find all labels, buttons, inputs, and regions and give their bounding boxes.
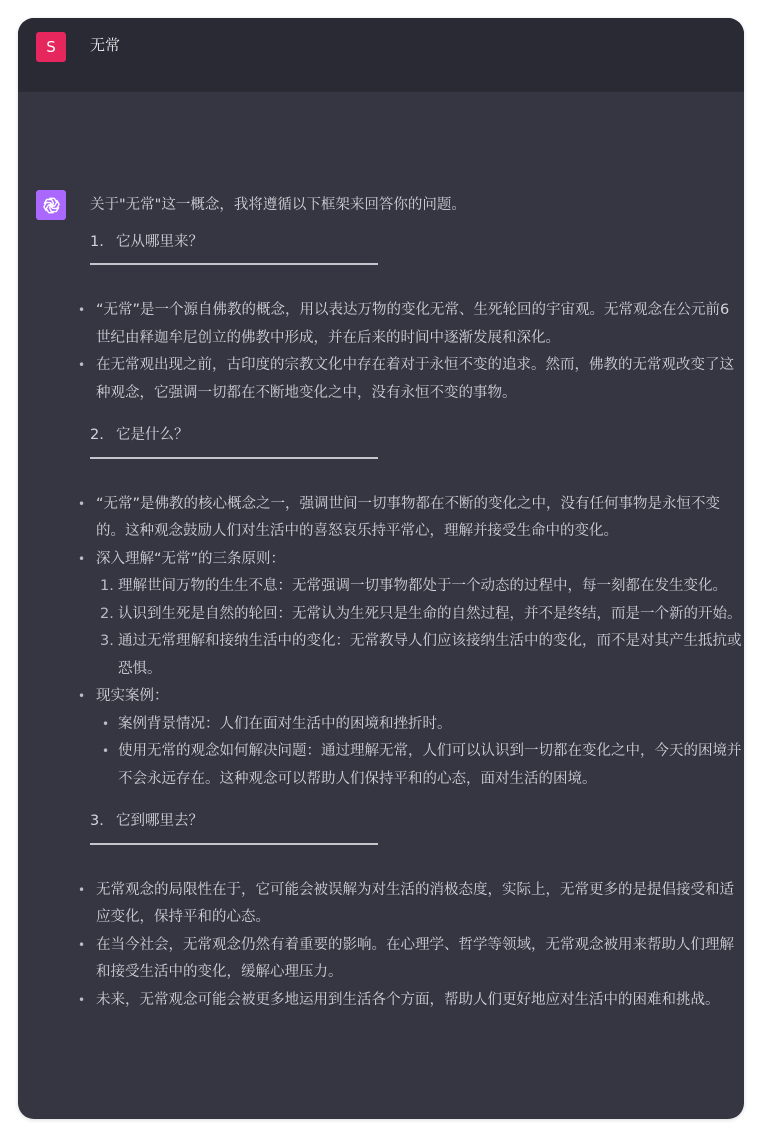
section-heading xyxy=(90,229,742,257)
bullet-list xyxy=(76,877,742,1015)
list-item: • 在当今社会，无常观念仍然有着重要的影响。在心理学、哲学等领域，无常观念被用来帮助人们理解和接受生活中的变化，缓解心理压力。 xyxy=(76,932,742,987)
section-divider xyxy=(90,263,378,265)
list-item xyxy=(96,573,742,601)
section-title: 它是什么？ xyxy=(116,427,189,443)
list-item: • 案例背景情况：人们在面对生活中的困境和挫折时。 xyxy=(96,711,742,739)
section-heading xyxy=(90,422,742,450)
list-item: • 在无常观出现之前，古印度的宗教文化中存在着对于永恒不变的追求。然而，佛教的无常观改变了这种观念，它强调一切都在不断地变化之中，没有永恒不变的事物。 xyxy=(76,352,742,407)
list-number: 2. xyxy=(100,605,114,622)
section-heading xyxy=(90,808,742,836)
list-item: • 使用无常的观念如何解决问题：通过理解无常，人们可以认识到一切都在变化之中，今天的困境并不会永远存在。这种观念可以帮助人们保持平和的心态，面对生活的困境。 xyxy=(96,738,742,793)
user-message-text: 无常 xyxy=(90,36,121,54)
section-divider xyxy=(90,457,378,459)
list-number: 3. xyxy=(100,633,114,649)
list-item: • “无常”是佛教的核心概念之一，强调世间一切事物都在不断的变化之中，没有任何事物是永恒不变的。这种观念鼓励人们对生活中的喜怒哀乐持平常心，理解并接受生命中的变化。 xyxy=(76,491,742,546)
list-item xyxy=(96,628,742,683)
openai-logo-icon xyxy=(36,190,66,220)
chat-window xyxy=(18,18,744,1119)
list-item-label: 现实案例： xyxy=(96,688,169,704)
user-avatar: S xyxy=(36,32,66,62)
list-number: 1. xyxy=(100,578,114,594)
section-divider xyxy=(90,843,378,845)
list-item xyxy=(76,546,742,684)
assistant-message-content xyxy=(90,192,742,1014)
list-item-text: 认识到生死是自然的轮回：无常认为生死只是生命的自然过程，并不是终结，而是一个新的开始。 xyxy=(118,605,742,622)
section-number: 3. xyxy=(90,813,104,829)
list-item-text: 理解世间万物的生生不息：无常强调一切事物都处于一个动态的过程中，每一刻都在发生变化。 xyxy=(118,578,727,594)
section-title: 它从哪里来？ xyxy=(116,233,203,250)
intro-paragraph: 关于"无常"这一概念，我将遵循以下框架来回答你的问题。 xyxy=(90,197,466,213)
list-item: • 无常观念的局限性在于，它可能会被误解为对生活的消极态度，实际上，无常更多的是提倡接受和适应变化，保持平和的心态。 xyxy=(76,877,742,932)
list-item-text: 通过无常理解和接纳生活中的变化：无常教导人们应该接纳生活中的变化，而不是对其产生抵抗或恐惧。 xyxy=(118,633,742,677)
list-item: • “无常”是一个源自佛教的概念，用以表达万物的变化无常、生死轮回的宇宙观。无常观念在公元前6世纪由释迦牟尼创立的佛教中形成，并在后来的时间中逐渐发展和深化。 xyxy=(76,297,742,352)
bullet-list xyxy=(76,297,742,407)
list-item xyxy=(96,601,742,629)
list-item-label: 深入理解“无常”的三条原则： xyxy=(96,550,286,567)
list-item xyxy=(76,683,742,793)
section-number: 1. xyxy=(90,233,104,250)
section-number: 2. xyxy=(90,427,104,443)
user-message xyxy=(18,18,744,92)
bullet-list xyxy=(76,491,742,794)
section-title: 它到哪里去？ xyxy=(116,813,203,829)
principles-list xyxy=(96,573,742,683)
list-item: • 未来，无常观念可能会被更多地运用到生活各个方面，帮助人们更好地应对生活中的困难和挑战。 xyxy=(76,987,742,1015)
cases-list xyxy=(96,711,742,794)
